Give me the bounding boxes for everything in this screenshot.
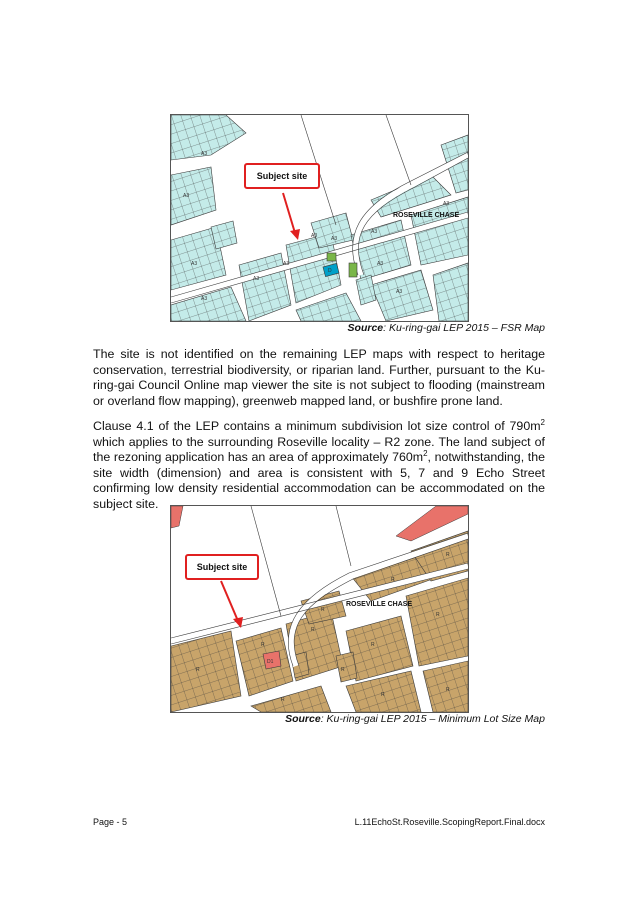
svg-text:A3: A3 <box>201 296 208 302</box>
lot-size-map-image <box>170 505 469 713</box>
subject-site-callout: Subject site <box>244 163 320 189</box>
svg-text:R: R <box>446 552 450 558</box>
svg-text:A3: A3 <box>311 233 318 239</box>
svg-text:A3: A3 <box>377 261 384 267</box>
svg-text:A3: A3 <box>443 201 450 207</box>
paragraph-hazards: The site is not identified on the remaining LEP maps with respect to heritage conservation, terrestrial biodiversity, or riparian land. Further, pursuant to the Ku-ring-gai Council Online map viewer the site is not subject to flooding (mainstream or overland flow mapping), greenweb mapped land, or bushfire prone land. <box>93 347 545 408</box>
svg-text:A3: A3 <box>201 151 208 157</box>
paragraph-lot-size: Clause 4.1 of the LEP contains a minimum subdivision lot size control of $790m^2$ which applies to the surrounding Roseville locality – R2 zone. The land subject of the rezoning application has an area of approximately $760m^2$, notwithstanding, the site width (dimension) and area is consistent with 5, 7 and 9 Echo Street confirming low density residential accommodation can be accommodated on the subject site. <box>93 417 545 511</box>
page-number: Page - 5 <box>93 817 128 827</box>
svg-text:A3: A3 <box>191 261 198 267</box>
fsr-map-source: Source: Ku-ring-gai LEP 2015 – FSR Map <box>347 322 545 334</box>
svg-text:R: R <box>381 692 385 698</box>
svg-text:R: R <box>311 627 315 633</box>
svg-text:A3: A3 <box>283 261 290 267</box>
svg-text:R: R <box>196 667 200 673</box>
svg-text:R: R <box>281 697 285 703</box>
svg-text:R: R <box>321 607 325 613</box>
svg-text:A3: A3 <box>253 276 260 282</box>
fsr-map-image <box>170 114 469 322</box>
subject-site-callout: Subject site <box>185 554 259 580</box>
svg-text:A3: A3 <box>371 229 378 235</box>
svg-text:R: R <box>341 667 345 673</box>
svg-text:D1: D1 <box>267 659 274 665</box>
svg-text:R: R <box>446 687 450 693</box>
svg-text:A3: A3 <box>396 289 403 295</box>
document-filename: L.11EchoSt.Roseville.ScopingReport.Final.docx <box>354 817 545 827</box>
svg-text:A3: A3 <box>331 236 338 242</box>
svg-text:R: R <box>371 642 375 648</box>
place-label: ROSEVILLE CHASE <box>346 601 413 608</box>
lot-size-map-source: Source: Ku-ring-gai LEP 2015 – Minimum Lot Size Map <box>285 713 545 725</box>
svg-text:R: R <box>261 642 265 648</box>
place-label: ROSEVILLE CHASE <box>393 212 460 219</box>
svg-text:D: D <box>328 268 332 274</box>
svg-text:R: R <box>391 577 395 583</box>
svg-text:A3: A3 <box>183 193 190 199</box>
svg-text:R: R <box>436 612 440 618</box>
